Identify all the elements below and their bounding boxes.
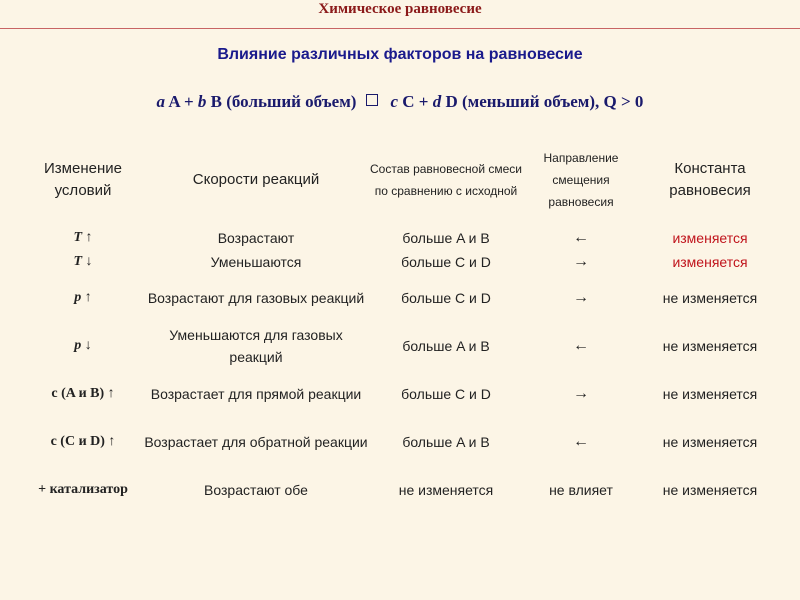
- eq-part-3: C +: [397, 92, 433, 111]
- equilibrium-arrow-icon: [366, 94, 378, 106]
- direction-cell: ←: [573, 433, 589, 450]
- direction-cell: →: [573, 385, 589, 402]
- table-row: [24, 274, 780, 322]
- composition-cell: не изменяется: [398, 482, 494, 498]
- constant-cell: изменяется: [672, 230, 748, 246]
- constant-cell: не изменяется: [662, 482, 758, 498]
- header-direction: Направление смещения равновесия: [543, 151, 619, 209]
- table-row: [24, 322, 780, 370]
- constant-cell: изменяется: [672, 254, 748, 270]
- rate-cell: Возрастают обе: [204, 482, 308, 498]
- slide-header: [0, 0, 800, 28]
- rate-cell: Возрастает для прямой реакции: [150, 386, 362, 402]
- header-composition: Состав равновесной смеси по сравнению с исходной: [370, 162, 522, 198]
- direction-cell: ←: [573, 337, 589, 354]
- slide-subtitle: Влияние различных факторов на равновесие: [217, 46, 583, 63]
- table-row: [24, 418, 780, 466]
- composition-cell: больше C и D: [401, 386, 491, 402]
- coef-c: c: [390, 92, 398, 111]
- direction-cell: →: [573, 289, 589, 306]
- coef-d: d: [432, 92, 442, 111]
- condition-cell: c (C и D) ↑: [50, 434, 116, 449]
- header-rates: Скорости реакций: [192, 171, 320, 188]
- condition-cell: T ↓: [73, 254, 93, 269]
- slide-title: Химическое равновесие: [318, 1, 482, 17]
- coef-a: a: [156, 92, 166, 111]
- condition-cell: c (A и B) ↑: [51, 386, 115, 401]
- condition-cell: p ↓: [74, 338, 92, 353]
- table-row: [24, 226, 780, 250]
- condition-cell: + катализатор: [38, 482, 128, 497]
- constant-cell: не изменяется: [662, 290, 758, 306]
- constant-cell: не изменяется: [662, 338, 758, 354]
- composition-cell: больше A и B: [402, 230, 490, 246]
- table-row: [24, 370, 780, 418]
- composition-cell: больше C и D: [401, 290, 491, 306]
- direction-cell: ←: [573, 229, 589, 246]
- header-divider: [0, 28, 800, 29]
- eq-part-1: A +: [165, 92, 198, 111]
- constant-cell: не изменяется: [662, 434, 758, 450]
- constant-cell: не изменяется: [662, 386, 758, 402]
- coef-b: b: [197, 92, 207, 111]
- condition-cell: p ↑: [74, 290, 92, 305]
- header-conditions: Изменение условий: [44, 160, 122, 199]
- direction-cell: не влияет: [549, 482, 613, 498]
- composition-cell: больше A и B: [402, 434, 490, 450]
- rate-cell: Возрастают для газовых реакций: [147, 290, 365, 306]
- reaction-equation: [0, 92, 800, 112]
- table-row: [24, 466, 780, 514]
- composition-cell: больше A и B: [402, 338, 490, 354]
- composition-cell: больше C и D: [401, 254, 491, 270]
- factors-table: [24, 134, 780, 514]
- rate-cell: Возрастают: [217, 230, 295, 246]
- direction-cell: →: [573, 253, 589, 270]
- rate-cell: Уменьшаются для газовых реакций: [169, 327, 343, 365]
- condition-cell: T ↑: [73, 230, 93, 245]
- rate-cell: Возрастает для обратной реакции: [144, 434, 368, 450]
- eq-part-4: D (меньший объем), Q > 0: [441, 92, 644, 111]
- rate-cell: Уменьшаются: [210, 254, 302, 270]
- eq-part-2: B (больший объем): [206, 92, 357, 111]
- header-constant: Константа равновесия: [669, 160, 751, 199]
- table-header-row: [24, 134, 780, 226]
- table-row: [24, 250, 780, 274]
